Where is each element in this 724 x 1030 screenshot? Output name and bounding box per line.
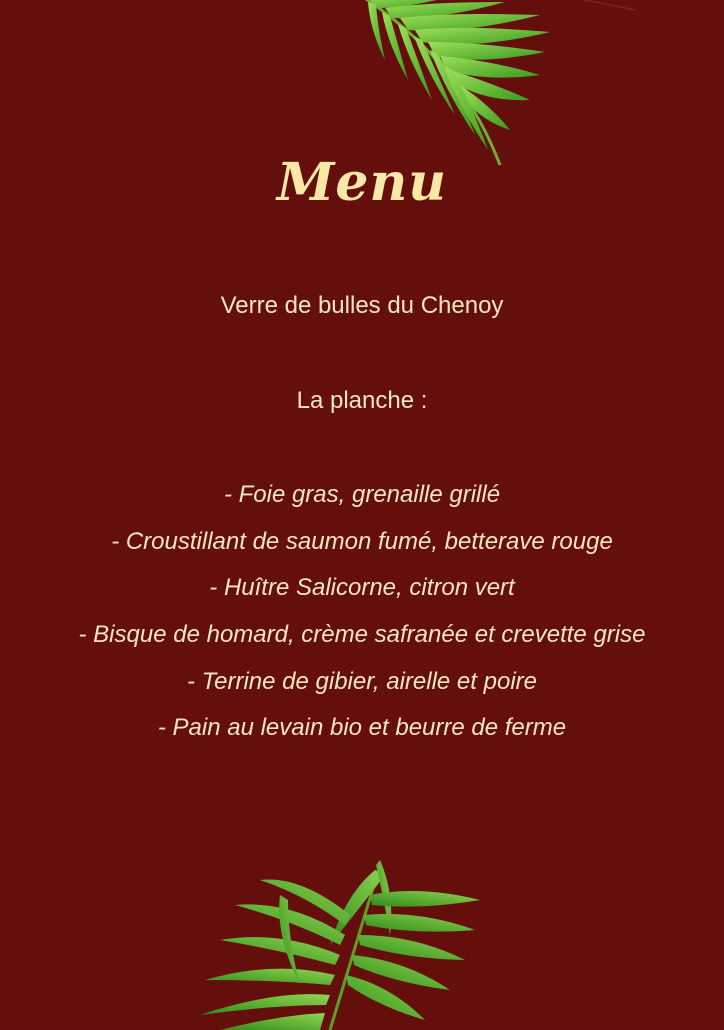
palm-leaf-top-icon bbox=[340, 0, 640, 175]
menu-title: Menu bbox=[276, 152, 448, 213]
menu-item: - Bisque de homard, crème safranée et crevette grise bbox=[78, 621, 646, 648]
menu-item: - Foie gras, grenaille grillé bbox=[223, 481, 501, 508]
section-heading: La planche : bbox=[296, 387, 428, 414]
menu-item: - Huître Salicorne, citron vert bbox=[209, 574, 515, 601]
menu-item: - Terrine de gibier, airelle et poire bbox=[187, 668, 537, 695]
intro-line: Verre de bulles du Chenoy bbox=[220, 292, 504, 319]
palm-leaf-bottom-icon bbox=[180, 855, 490, 1030]
menu-item: - Pain au levain bio et beurre de ferme bbox=[157, 714, 567, 741]
menu-item: - Croustillant de saumon fumé, betterave rouge bbox=[111, 528, 613, 555]
